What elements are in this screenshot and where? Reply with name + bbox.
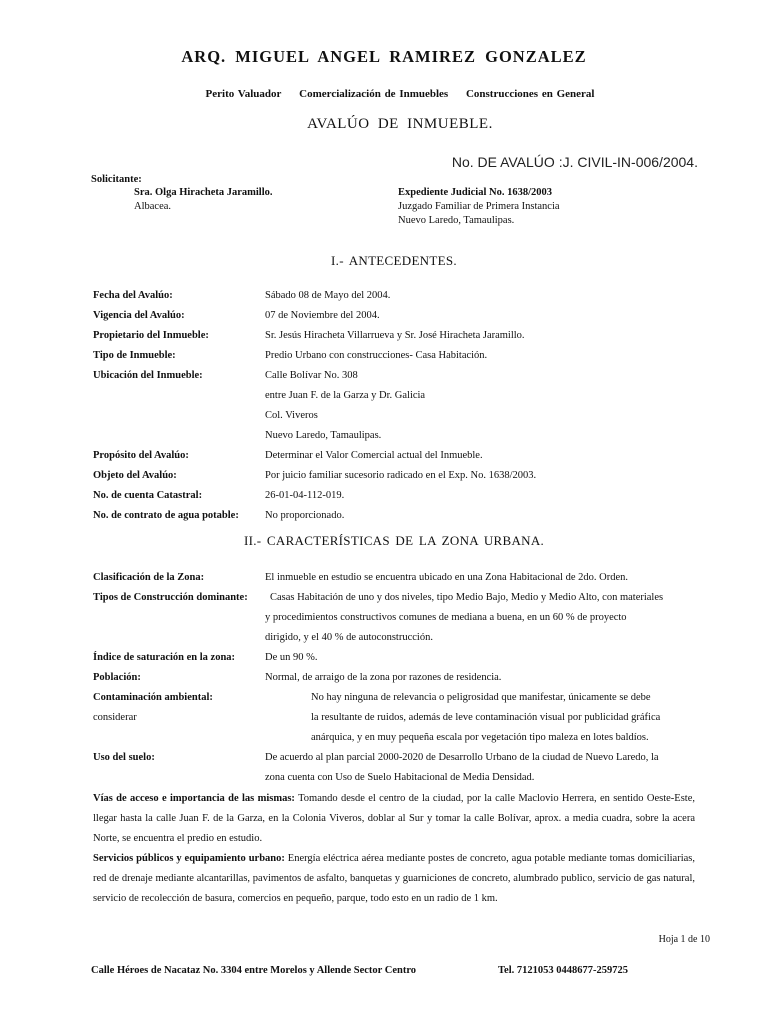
contaminacion-line-1: No hay ninguna de relevancia o peligrosidad que manifestar, únicamente se debe: [311, 692, 651, 703]
antecedentes-value: No proporcionado.: [265, 510, 345, 521]
antecedentes-label: No. de cuenta Catastral:: [93, 490, 203, 501]
poblacion-value: Normal, de arraigo de la zona por razones de residencia.: [265, 672, 502, 683]
vias-acceso-text: Tomando desde el centro de la ciudad, por la calle Maclovio Herrera, en sentido Oeste-Este, llegar hasta la calle Juan F. de la Garza, en la Colonia Viveros, doblar al Sur y tomar la calle Bolívar, aprox. a media cuadra, sobre la acera Norte, se encuentra el predio en estudio.: [93, 793, 695, 844]
antecedentes-label: Tipo de Inmueble:: [93, 350, 176, 361]
section-zona-urbana-title: II.- CARACTERÍSTICAS DE LA ZONA URBANA.: [243, 533, 545, 548]
solicitante-role: Albacea.: [134, 201, 172, 212]
professional-roles: [0, 88, 768, 100]
poblacion-label: Población:: [93, 672, 141, 683]
antecedentes-value: Predio Urbano con construcciones- Casa Habitación.: [265, 350, 488, 361]
tipos-line-3: dirigido, y el 40 % de autoconstrucción.: [265, 632, 433, 643]
antecedentes-value: Col. Viveros: [265, 410, 318, 421]
tipos-label: Tipos de Construcción dominante:: [93, 592, 248, 603]
uso-suelo-line-1: De acuerdo al plan parcial 2000-2020 de Desarrollo Urbano de la ciudad de Nuevo Laredo, la: [265, 752, 659, 763]
antecedentes-label: Vigencia del Avalúo:: [93, 310, 185, 321]
vias-acceso-paragraph: [93, 789, 695, 849]
vias-acceso-label: Vías de acceso e importancia de las mismas:: [93, 793, 295, 804]
document-title: AVALÚO DE INMUEBLE.: [307, 116, 493, 132]
contaminacion-line-2: la resultante de ruidos, además de leve contaminación visual por publicidad gráfica: [311, 712, 661, 723]
servicios-paragraph: [93, 849, 695, 909]
expediente-court: Juzgado Familiar de Primera Instancia: [398, 201, 560, 212]
contaminacion-line-3: anárquica, y en muy pequeña escala por vegetación tipo maleza en lotes baldíos.: [311, 732, 649, 743]
antecedentes-value: 07 de Noviembre del 2004.: [265, 310, 380, 321]
antecedentes-value: Nuevo Laredo, Tamaulipas.: [265, 430, 382, 441]
antecedentes-value: Sr. Jesús Hiracheta Villarrueva y Sr. José Hiracheta Jaramillo.: [265, 330, 525, 341]
servicios-label: Servicios públicos y equipamiento urbano:: [93, 853, 285, 864]
antecedentes-label: Ubicación del Inmueble:: [93, 370, 203, 381]
indice-label: Índice de saturación en la zona:: [93, 652, 236, 663]
antecedentes-label: Propósito del Avalúo:: [93, 450, 189, 461]
solicitante-name: Sra. Olga Hiracheta Jaramillo.: [134, 187, 273, 198]
antecedentes-label: Fecha del Avalúo:: [93, 290, 173, 301]
uso-suelo-label: Uso del suelo:: [93, 752, 155, 763]
avaluo-number: No. DE AVALÚO :J. CIVIL-IN-006/2004.: [451, 154, 698, 170]
page-number: Hoja 1 de 10: [658, 934, 710, 945]
antecedentes-value: Calle Bolívar No. 308: [265, 370, 358, 381]
contaminacion-label: Contaminación ambiental:: [93, 692, 213, 703]
antecedentes-value: entre Juan F. de la Garza y Dr. Galicia: [265, 390, 426, 401]
contaminacion-label-2: considerar: [93, 712, 137, 723]
antecedentes-value: Determinar el Valor Comercial actual del Inmueble.: [265, 450, 483, 461]
clasificacion-value: El inmueble en estudio se encuentra ubicado en una Zona Habitacional de 2do. Orden.: [265, 572, 628, 583]
author-name: ARQ. MIGUEL ANGEL RAMIREZ GONZALEZ: [181, 47, 587, 66]
uso-suelo-line-2: zona cuenta con Uso de Suelo Habitacional de Media Densidad.: [265, 772, 535, 783]
role-construcciones: Construcciones en General: [465, 88, 595, 100]
expediente-city: Nuevo Laredo, Tamaulipas.: [398, 215, 515, 226]
clasificacion-label: Clasificación de la Zona:: [93, 572, 205, 583]
tipos-line-2: y procedimientos constructivos comunes de mediana a buena, en un 60 % de proyecto: [265, 612, 627, 623]
tipos-line-1: Casas Habitación de uno y dos niveles, tipo Medio Bajo, Medio y Medio Alto, con materiales: [270, 592, 664, 603]
section-antecedentes-title: I.- ANTECEDENTES.: [331, 253, 457, 268]
antecedentes-value: Por juicio familiar sucesorio radicado en el Exp. No. 1638/2003.: [265, 470, 537, 481]
solicitante-label: Solicitante:: [91, 174, 142, 185]
footer-phone: Tel. 7121053 0448677-259725: [498, 965, 628, 976]
antecedentes-label: No. de contrato de agua potable:: [93, 510, 239, 521]
footer-address: Calle Héroes de Nacataz No. 3304 entre Morelos y Allende Sector Centro: [91, 965, 417, 976]
antecedentes-value: 26-01-04-112-019.: [265, 490, 345, 501]
servicios-text: Energía eléctrica aérea mediante postes de concreto, agua potable mediante tomas domiciliarias, red de drenaje mediante alcantarillas, pavimentos de asfalto, banquetas y guarniciones de concreto, alumbrado publico, servicio de gas natural, servicio de recolección de basura, comercios en pequeño, parque, todo esto en un radio de 1 km.: [93, 853, 696, 904]
indice-value: De un 90 %.: [265, 652, 318, 663]
expediente-title: Expediente Judicial No. 1638/2003: [398, 187, 553, 198]
role-perito: Perito Valuador: [205, 88, 282, 100]
antecedentes-value: Sábado 08 de Mayo del 2004.: [265, 290, 391, 301]
antecedentes-label: Propietario del Inmueble:: [93, 330, 209, 341]
antecedentes-label: Objeto del Avalúo:: [93, 470, 177, 481]
role-comercializacion: Comercialización de Inmuebles: [299, 88, 449, 100]
